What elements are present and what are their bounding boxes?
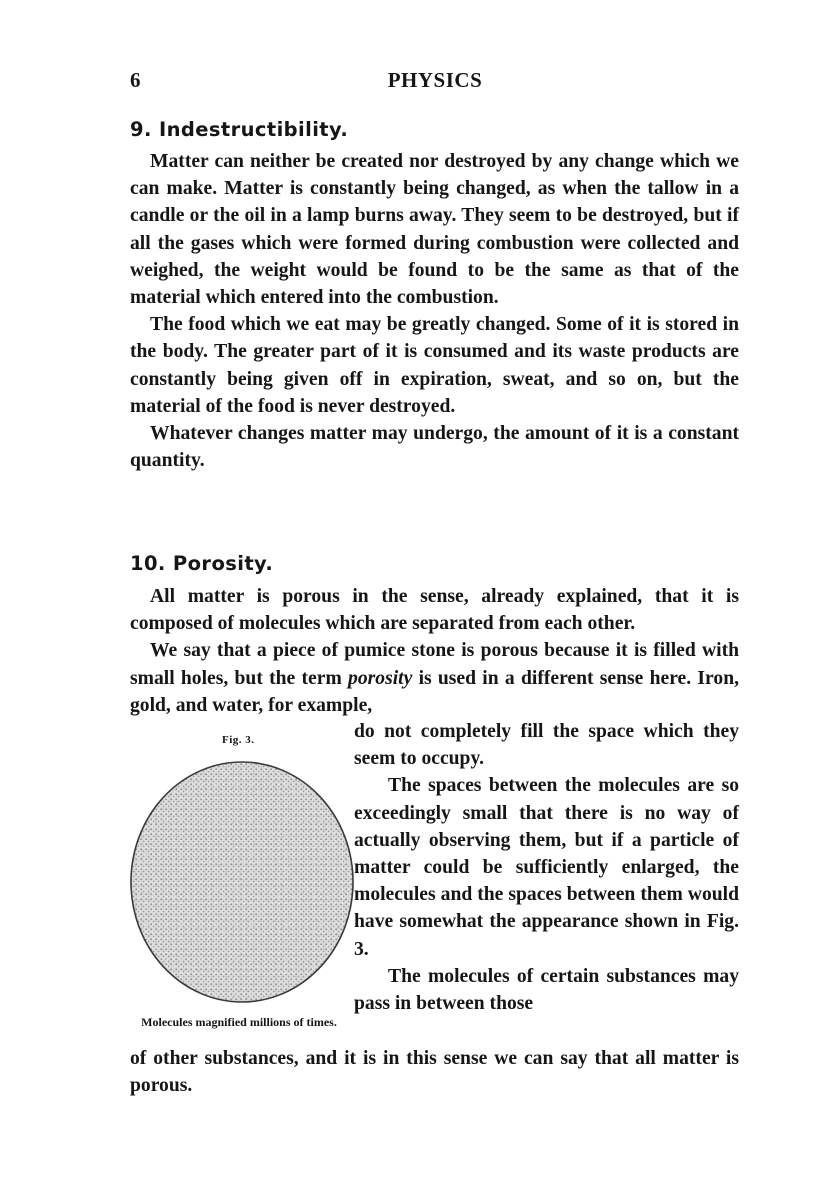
paragraph: The food which we eat may be greatly changed. Some of it is stored in the body. The greater part of it is consumed and its waste products are constantly being given off in expiration, sweat, and so on, but the material of the food is never destroyed. bbox=[130, 314, 739, 417]
emphasized-term: porosity bbox=[348, 667, 413, 689]
figure-caption: Molecules magnified millions of times. bbox=[141, 1015, 337, 1029]
paragraph: The spaces between the molecules are so exceedingly small that there is no way of actually observing them, but if a particle of matter could be sufficiently enlarged, the molecules and the spaces between them would have somewhat the appearance shown in Fig. 3. bbox=[354, 775, 739, 960]
page-header bbox=[130, 68, 740, 102]
paragraph: All matter is porous in the sense, already explained, that it is composed of molecules which are separated from each other. bbox=[130, 586, 739, 635]
section-heading-indestructibility: 9. Indestructibility. bbox=[130, 118, 349, 141]
paragraph: Matter can neither be created nor destroyed by any change which we can make. Matter is constantly being changed, as when the tallow in a candle or the oil in a lamp burns away. They seem to be destroyed, but if all the gases which were formed during combustion were collected and weighed, the weight would be found to be the same as that of the material which entered into the combustion. bbox=[130, 151, 739, 309]
figure-wrap-region bbox=[130, 718, 739, 1052]
paragraph: Whatever changes matter may undergo, the amount of it is a constant quantity. bbox=[130, 423, 739, 472]
paragraph-text: is used in a different sense here. Iron, gold, and water, for example, bbox=[130, 667, 739, 716]
paragraph: do not completely fill the space which they seem to occupy. bbox=[354, 721, 739, 770]
paragraph: The molecules of certain substances may pass in between those bbox=[354, 965, 739, 1015]
molecules-stipple-circle-icon bbox=[130, 758, 358, 1008]
running-title: PHYSICS bbox=[387, 68, 483, 92]
figure-label: Fig. 3. bbox=[222, 734, 255, 746]
paragraph-text: We say that a piece of pumice stone is porous because it is filled with small holes, but the term bbox=[130, 640, 739, 689]
closing-paragraph bbox=[130, 1045, 739, 1099]
paragraph: of other substances, and it is in this sense we can say that all matter is porous. bbox=[130, 1048, 739, 1097]
paragraph bbox=[130, 637, 739, 719]
section-body-indestructibility bbox=[130, 148, 739, 474]
page-number: 6 bbox=[130, 68, 141, 92]
section-body-porosity bbox=[130, 583, 739, 719]
section-heading-porosity: 10. Porosity. bbox=[130, 552, 274, 575]
figure-3 bbox=[130, 718, 348, 1052]
